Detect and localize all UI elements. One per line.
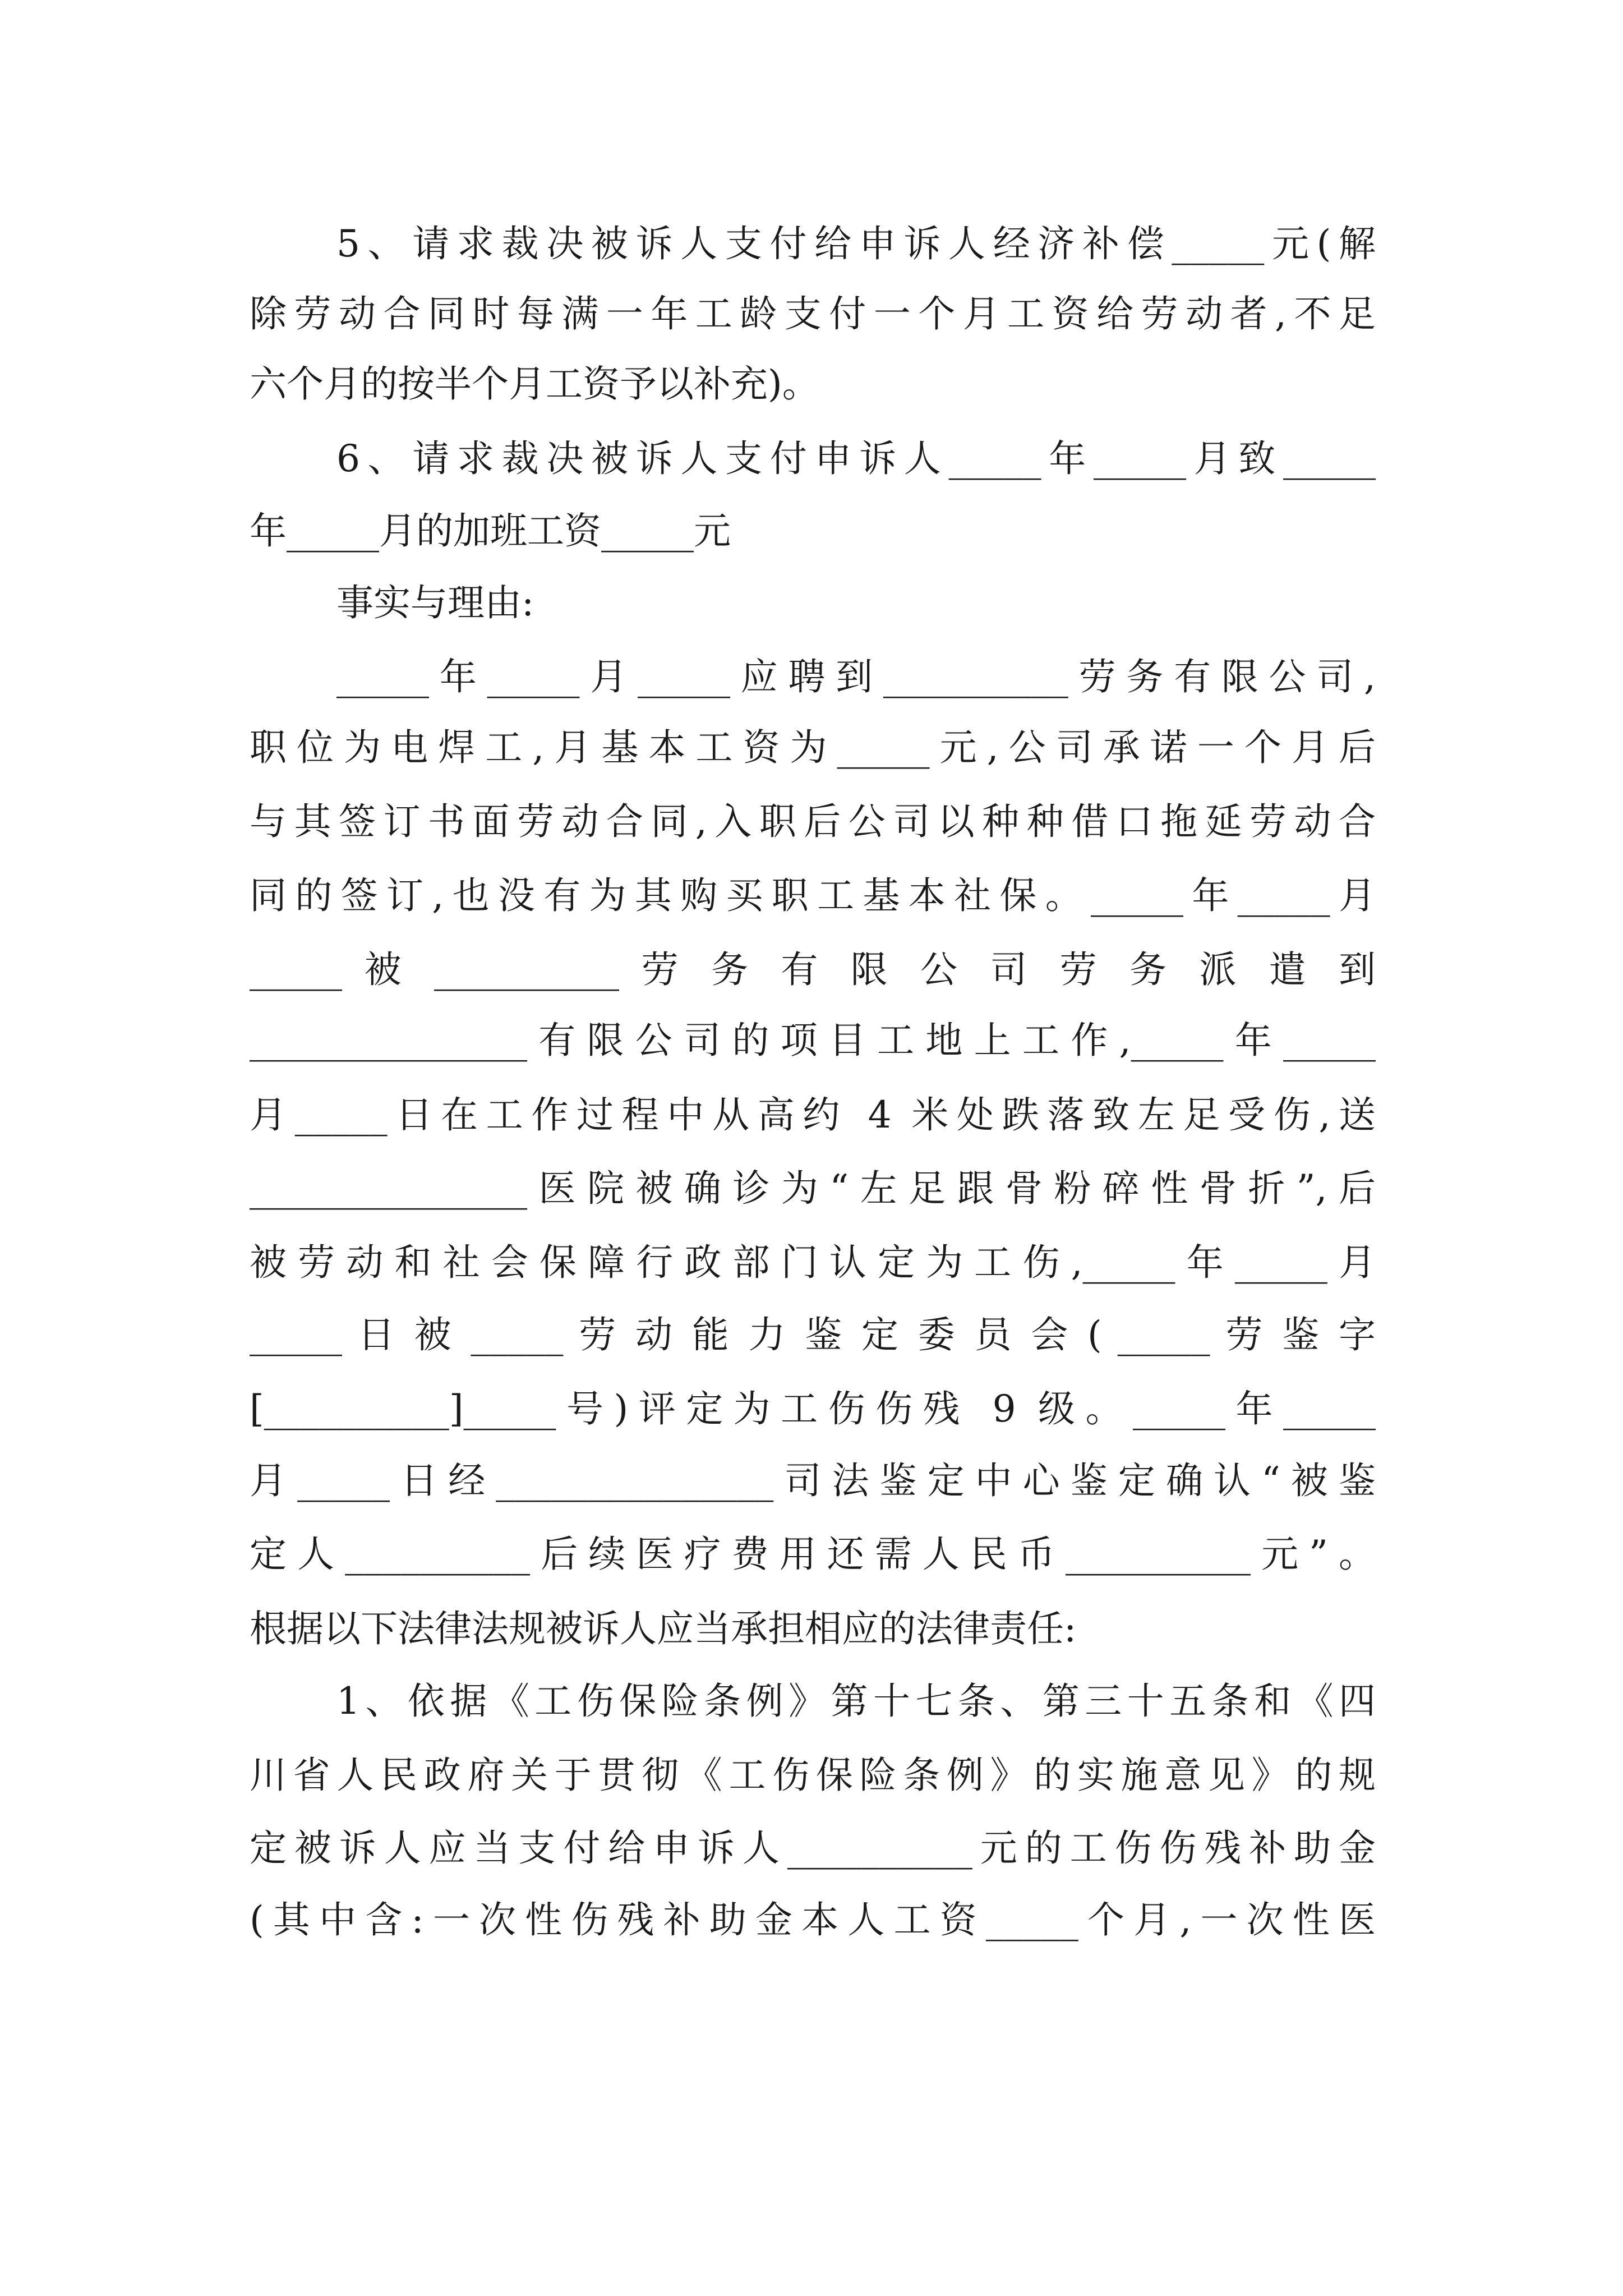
text-line: 事实与理由: [336, 581, 534, 624]
text-line: 定人__________后续医疗费用还需人民币__________元”。 [250, 1533, 1376, 1576]
text-line: _______________有限公司的项目工地上工作,_____年_____ [250, 1019, 1376, 1062]
text-line: _____ 日 被 _____ 劳 动 能 力 鉴 定 委 员 会 ( _____ 劳 鉴 字 [250, 1313, 1376, 1356]
text-line: 月_____日在工作过程中从高约 4 米处跌落致左足受伤,送 [250, 1093, 1376, 1137]
text-line: 川省人民政府关于贯彻《工伤保险条例》的实施意见》的规 [250, 1754, 1376, 1797]
text-line: 5、请求裁决被诉人支付给申诉人经济补偿_____元(解 [336, 222, 1376, 265]
text-line: (其中含:一次性伤残补助金本人工资_____个月,一次性医 [250, 1898, 1376, 1941]
text-line: [__________]_____号)评定为工伤伤残 9 级。_____年_____ [250, 1387, 1376, 1430]
text-line: 与其签订书面劳动合同,入职后公司以种种借口拖延劳动合 [250, 800, 1376, 843]
text-line: 6、请求裁决被诉人支付申诉人_____年_____月致_____ [336, 437, 1376, 480]
text-line: 定被诉人应当支付给申诉人__________元的工伤伤残补助金 [250, 1826, 1376, 1870]
text-line: 六个月的按半个月工资予以补充)。 [250, 362, 819, 406]
text-line: _____年_____月_____应聘到__________劳务有限公司, [336, 655, 1376, 698]
text-line: 根据以下法律法规被诉人应当承担相应的法律责任: [250, 1607, 1077, 1650]
text-line: 除劳动合同时每满一年工龄支付一个月工资给劳动者,不足 [250, 292, 1376, 335]
text-line: 月_____日经_______________司法鉴定中心鉴定确认“被鉴 [250, 1459, 1376, 1502]
text-line: 职位为电焊工,月基本工资为_____元,公司承诺一个月后 [250, 726, 1376, 769]
text-line: 被劳动和社会保障行政部门认定为工伤,_____年_____月 [250, 1241, 1376, 1284]
text-line: _____ 被 __________ 劳 务 有 限 公 司 劳 务 派 遣 到 [250, 948, 1376, 991]
text-line: 同的签订,也没有为其购买职工基本社保。_____年_____月 [250, 874, 1376, 917]
text-line: 1、依据《工伤保险条例》第十七条、第三十五条和《四 [336, 1680, 1376, 1723]
text-line: 年_____月的加班工资_____元 [250, 509, 731, 553]
text-line: _______________医院被确诊为“左足跟骨粉碎性骨折”,后 [250, 1167, 1376, 1210]
